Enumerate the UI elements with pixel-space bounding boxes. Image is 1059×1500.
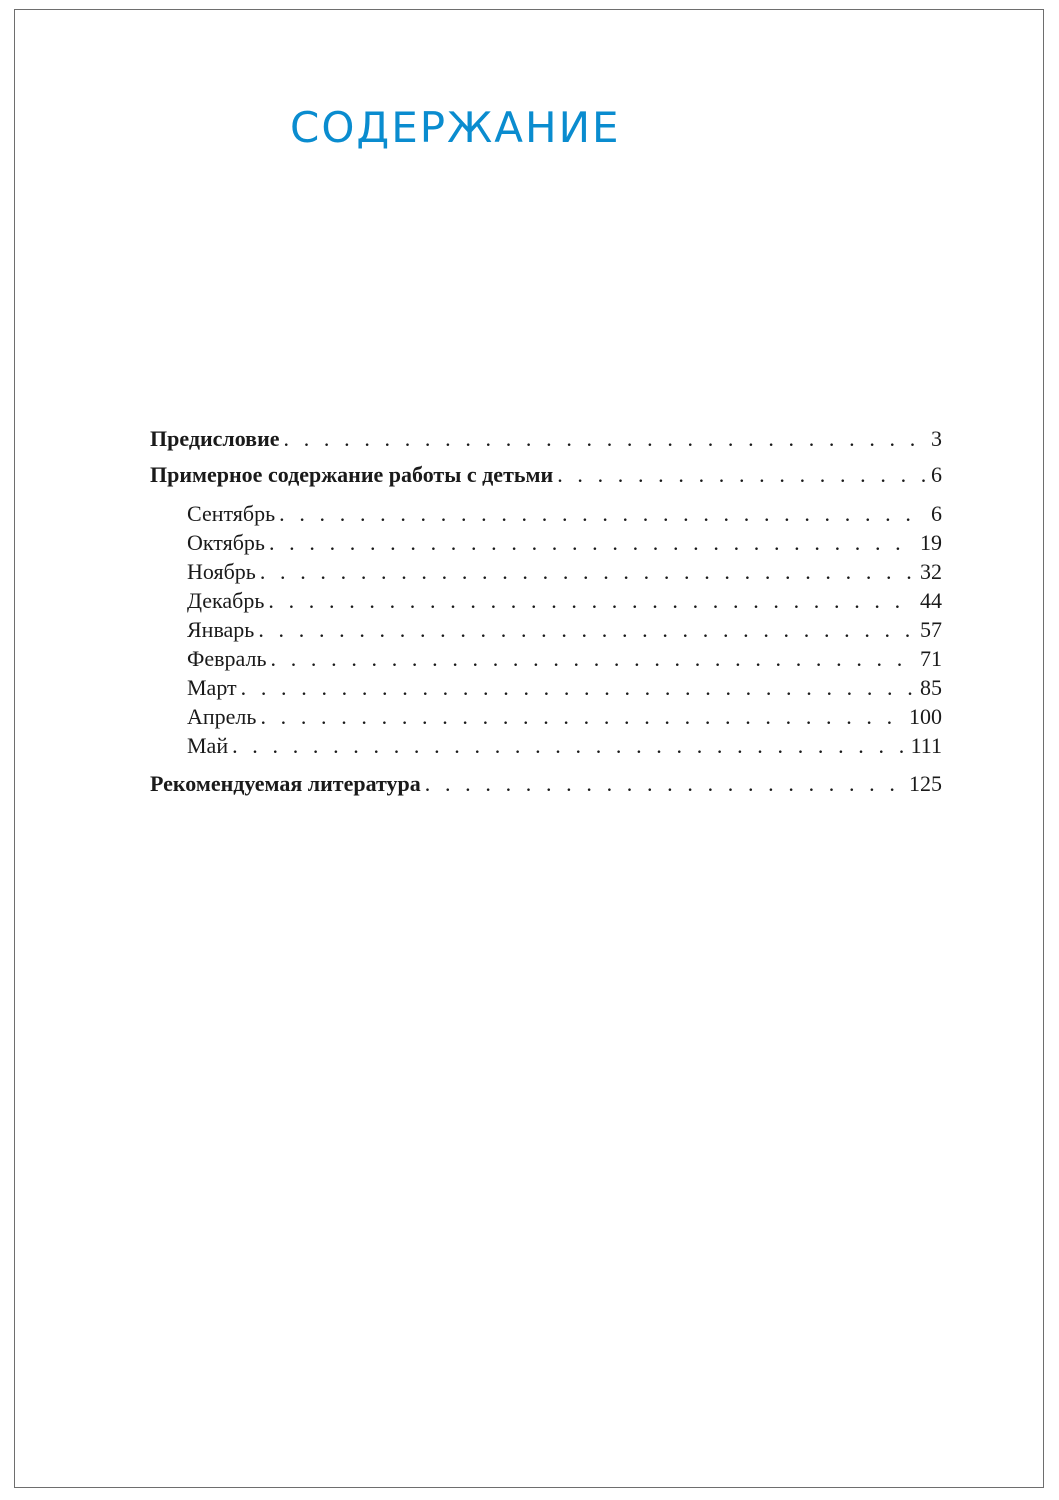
table-of-contents <box>150 421 942 802</box>
dot-leader <box>279 499 925 528</box>
dot-leader <box>271 644 914 673</box>
toc-page-number: 32 <box>920 559 942 584</box>
dot-leader <box>241 673 914 702</box>
toc-page-number: 57 <box>920 617 942 642</box>
toc-entry-march[interactable] <box>150 673 942 702</box>
toc-page-number: 85 <box>920 675 942 700</box>
toc-page-number: 71 <box>920 646 942 671</box>
toc-page-number: 44 <box>920 588 942 613</box>
toc-entry-january[interactable] <box>150 615 942 644</box>
toc-entry-title: Май <box>187 733 229 758</box>
dot-leader <box>268 586 914 615</box>
toc-entry-september[interactable] <box>150 499 942 528</box>
toc-entry-title: Январь <box>187 617 255 642</box>
dot-leader <box>232 731 905 760</box>
dot-leader <box>425 766 903 802</box>
toc-page-number: 6 <box>931 462 942 487</box>
dot-leader <box>260 702 903 731</box>
toc-page-number: 125 <box>909 771 942 796</box>
dot-leader <box>557 457 925 493</box>
toc-entry-work-content[interactable] <box>150 457 942 493</box>
toc-page-number: 6 <box>931 501 942 526</box>
toc-entry-december[interactable] <box>150 586 942 615</box>
toc-entry-literature[interactable] <box>150 766 942 802</box>
page-title: СОДЕРЖАНИЕ <box>290 103 621 152</box>
toc-entry-title: Февраль <box>187 646 267 671</box>
toc-entry-title: Октябрь <box>187 530 265 555</box>
toc-entry-october[interactable] <box>150 528 942 557</box>
toc-entry-title: Декабрь <box>187 588 265 613</box>
toc-entry-title: Предисловие <box>150 426 280 451</box>
toc-entry-april[interactable] <box>150 702 942 731</box>
toc-entry-may[interactable] <box>150 731 942 760</box>
dot-leader <box>260 557 914 586</box>
toc-entry-title: Сентябрь <box>187 501 276 526</box>
toc-page-number: 100 <box>909 704 942 729</box>
toc-page-number: 3 <box>931 426 942 451</box>
dot-leader <box>258 615 914 644</box>
toc-entry-title: Примерное содержание работы с детьми <box>150 462 554 487</box>
dot-leader <box>284 421 925 457</box>
toc-page-number: 19 <box>920 530 942 555</box>
toc-entry-title: Апрель <box>187 704 257 729</box>
toc-entry-february[interactable] <box>150 644 942 673</box>
dot-leader <box>269 528 914 557</box>
toc-page-number: 111 <box>910 733 942 758</box>
toc-entry-title: Рекомендуемая литература <box>150 771 421 796</box>
toc-entry-title: Ноябрь <box>187 559 256 584</box>
toc-entry-preface[interactable] <box>150 421 942 457</box>
toc-entry-title: Март <box>187 675 237 700</box>
toc-entry-november[interactable] <box>150 557 942 586</box>
